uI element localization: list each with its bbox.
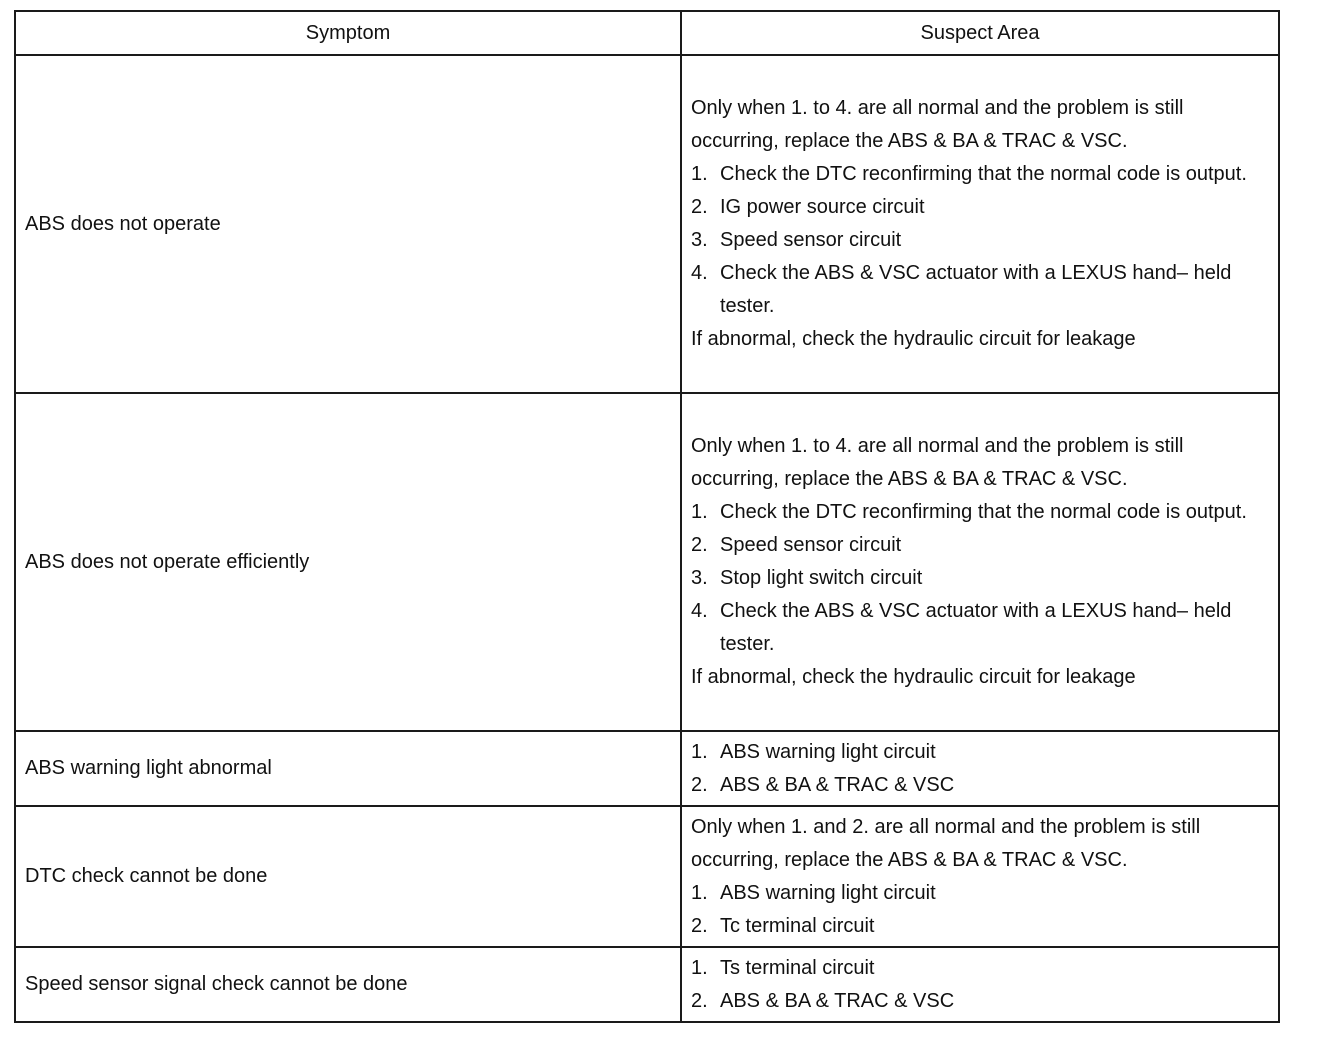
symptom-cell: Speed sensor signal check cannot be done: [15, 947, 681, 1022]
item-text: Check the ABS & VSC actuator with a LEXUS hand– held tester.: [720, 600, 1232, 655]
item-text: Check the DTC reconfirming that the normal code is output.: [720, 501, 1247, 523]
item-text: Stop light switch circuit: [720, 567, 923, 589]
symptom-cell: ABS does not operate: [15, 55, 681, 393]
item-number: 1.: [691, 956, 708, 979]
table-header-row: [15, 11, 1279, 55]
symptom-cell: ABS does not operate efficiently: [15, 393, 681, 731]
intro-line: Only when 1. and 2. are all normal and the problem is still: [691, 815, 1201, 838]
item-number: 2.: [691, 773, 708, 796]
note-line: If abnormal, check the hydraulic circuit for leakage: [691, 666, 1136, 688]
item-number: 3.: [691, 229, 708, 251]
item-text: ABS & BA & TRAC & VSC: [720, 989, 955, 1012]
list-item: [691, 769, 1270, 802]
suspect-area-cell: [681, 55, 1279, 393]
item-number: 1.: [691, 501, 708, 523]
list-item: [691, 877, 1270, 910]
symptom-cell: DTC check cannot be done: [15, 806, 681, 947]
intro-line: occurring, replace the ABS & BA & TRAC & VSC.: [691, 130, 1128, 152]
list-item: [691, 257, 1270, 323]
item-number: 2.: [691, 989, 708, 1012]
note-line: If abnormal, check the hydraulic circuit for leakage: [691, 328, 1136, 350]
item-text: Speed sensor circuit: [720, 534, 902, 556]
item-text: Speed sensor circuit: [720, 229, 902, 251]
list-item: [691, 952, 1270, 985]
item-text: ABS warning light circuit: [720, 881, 936, 904]
item-number: 2.: [691, 534, 708, 556]
item-number: 2.: [691, 196, 708, 218]
symptom-table: [14, 10, 1280, 1023]
intro-line: Only when 1. to 4. are all normal and the problem is still: [691, 97, 1184, 119]
header-suspect-area: Suspect Area: [681, 11, 1279, 55]
item-number: 2.: [691, 914, 708, 937]
list-item: [691, 985, 1270, 1018]
table-row: [15, 806, 1279, 947]
item-text: ABS warning light circuit: [720, 740, 936, 763]
item-number: 4.: [691, 600, 708, 622]
item-number: 1.: [691, 163, 708, 185]
intro-line: Only when 1. to 4. are all normal and the problem is still: [691, 435, 1184, 457]
item-text: ABS & BA & TRAC & VSC: [720, 773, 955, 796]
list-item: [691, 562, 1270, 595]
item-text: Check the DTC reconfirming that the normal code is output.: [720, 163, 1247, 185]
list-item: [691, 496, 1270, 529]
item-number: 4.: [691, 262, 708, 284]
list-item: [691, 595, 1270, 661]
list-item: [691, 910, 1270, 943]
item-text: IG power source circuit: [720, 196, 925, 218]
list-item: [691, 191, 1270, 224]
suspect-area-cell: [681, 947, 1279, 1022]
list-item: [691, 529, 1270, 562]
symptom-cell: ABS warning light abnormal: [15, 731, 681, 806]
suspect-area-cell: [681, 393, 1279, 731]
table-row: [15, 55, 1279, 393]
intro-line: occurring, replace the ABS & BA & TRAC & VSC.: [691, 468, 1128, 490]
list-item: [691, 158, 1270, 191]
table-row: [15, 731, 1279, 806]
item-number: 3.: [691, 567, 708, 589]
intro-line: occurring, replace the ABS & BA & TRAC & VSC.: [691, 848, 1128, 871]
suspect-area-cell: [681, 806, 1279, 947]
list-item: [691, 736, 1270, 769]
suspect-area-cell: [681, 731, 1279, 806]
item-number: 1.: [691, 740, 708, 763]
header-symptom: Symptom: [15, 11, 681, 55]
table-row: [15, 947, 1279, 1022]
item-text: Ts terminal circuit: [720, 956, 875, 979]
item-text: Check the ABS & VSC actuator with a LEXUS hand– held tester.: [720, 262, 1232, 317]
table-row: [15, 393, 1279, 731]
item-number: 1.: [691, 881, 708, 904]
item-text: Tc terminal circuit: [720, 914, 875, 937]
list-item: [691, 224, 1270, 257]
